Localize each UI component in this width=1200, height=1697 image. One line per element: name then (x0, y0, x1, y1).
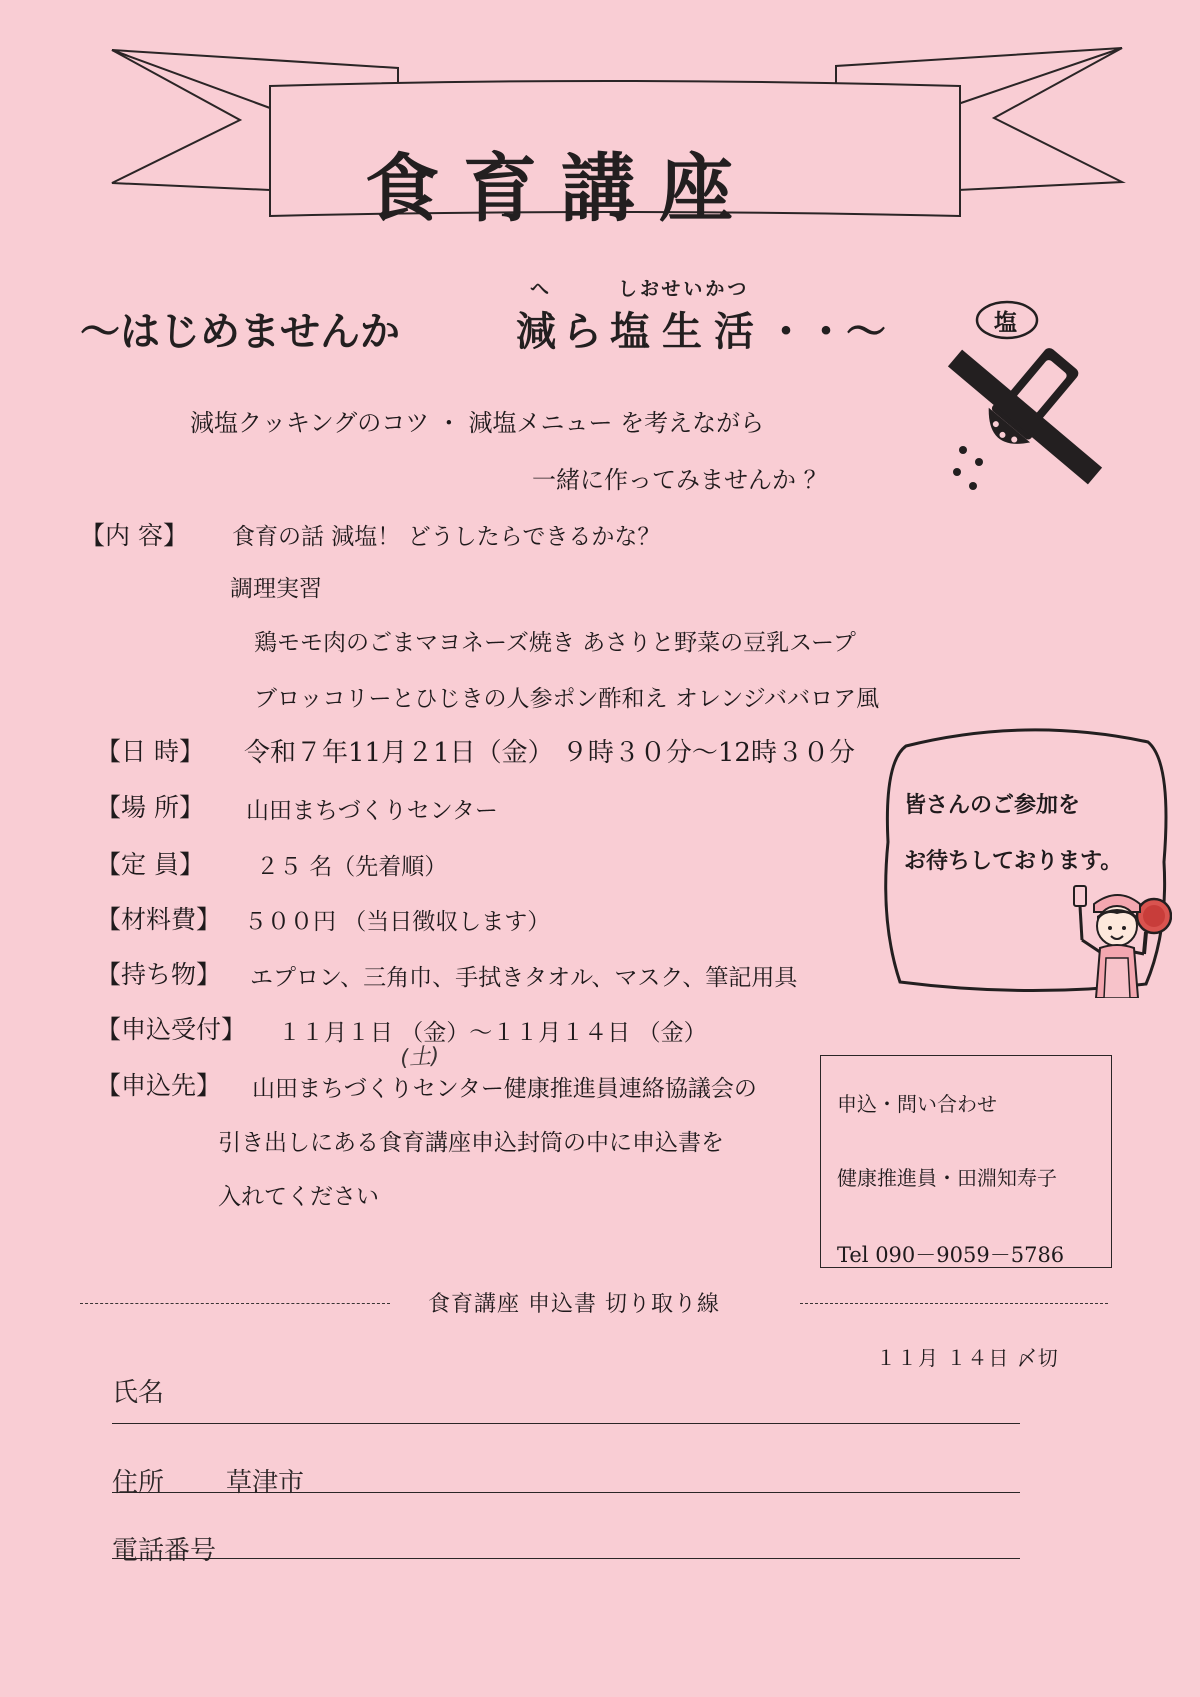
page-title: 食育講座 (365, 146, 757, 232)
apply-to-line-3: 入れてください (218, 1184, 379, 1210)
contact-heading: 申込・問い合わせ (837, 1092, 997, 1116)
name-field-line[interactable] (112, 1423, 1020, 1424)
content-label: 【内 容】 (80, 521, 188, 550)
handwritten-correction: (土) (399, 1043, 441, 1072)
fee-value: ５００円 （当日徴収します） (244, 909, 551, 935)
no-salt-icon (945, 300, 1115, 500)
place-value: 山田まちづくりセンター (246, 798, 498, 824)
subtitle-lead: ～はじめませんか (80, 309, 400, 355)
content-value: 食育の話 減塩！ どうしたらできるかな？ (232, 524, 661, 550)
reception-value: １１月１日 （金）～１１月１４日 （金） (278, 1020, 707, 1046)
datetime-label: 【日 時】 (96, 737, 204, 766)
cut-line-right (800, 1303, 1108, 1304)
intro-line-2: 一緒に作ってみませんか ？ (532, 466, 828, 494)
subtitle-char-5: 活 (714, 309, 754, 355)
place-label: 【場 所】 (96, 793, 204, 822)
callout-line-2: お待ちしております。 (904, 849, 1123, 874)
name-label: 氏名 (112, 1378, 165, 1408)
bring-label: 【持ち物】 (96, 960, 222, 989)
reception-label: 【申込受付】 (96, 1015, 247, 1044)
apply-to-line-1: 山田まちづくりセンター健康推進員連絡協議会の (252, 1076, 757, 1102)
contact-tel: Tel 090－9059－5786 (837, 1243, 1065, 1267)
datetime-value: 令和７年11月２1日（金） ９時３０分～12時３０分 (244, 738, 855, 768)
address-label: 住所 (112, 1468, 165, 1498)
intro-line-1: 減塩クッキングのコツ ・ 減塩メニュー を考えながら (190, 409, 765, 437)
callout-line-1: 皆さんのご参加を (904, 793, 1081, 818)
fee-label: 【材料費】 (96, 905, 222, 934)
phone-label: 電話番号 (112, 1536, 217, 1566)
cut-line-left (80, 1303, 390, 1304)
subtitle-ruby-shioseikatsu: しおせいかつ (618, 278, 750, 300)
apply-to-label: 【申込先】 (96, 1071, 222, 1100)
contact-box (820, 1055, 1112, 1268)
bring-value: エプロン、三角巾、手拭きタオル、マスク、筆記用具 (250, 965, 798, 991)
cut-line-text: 食育講座 申込書 切り取り線 (428, 1292, 720, 1317)
deadline: １１月 １４日 〆切 (876, 1346, 1059, 1370)
subtitle-tail: ・・～ (766, 309, 886, 355)
subtitle-char-4: 生 (662, 309, 702, 355)
apply-to-line-2: 引き出しにある食育講座申込封筒の中に申込書を (218, 1130, 724, 1156)
address-value: 草津市 (226, 1468, 305, 1498)
subtitle-char-2: ら (562, 309, 602, 355)
phone-field-line[interactable] (112, 1558, 1020, 1559)
capacity-label: 【定 員】 (96, 850, 204, 879)
subtitle-char-1: 減 (516, 309, 556, 355)
menu-line-1: 鶏モモ肉のごまマヨネーズ焼き あさりと野菜の豆乳スープ (254, 630, 856, 656)
subtitle-ruby-he: へ (530, 278, 550, 300)
menu-line-2: ブロッコリーとひじきの人参ポン酢和え オレンジババロア風 (254, 686, 880, 712)
subtitle-char-3: 塩 (610, 309, 650, 355)
address-field-line[interactable] (112, 1492, 1020, 1493)
cook-illustration (1066, 882, 1172, 998)
contact-person: 健康推進員・田淵知寿子 (837, 1166, 1057, 1190)
salt-icon-label: 塩 (994, 310, 1017, 336)
capacity-value: ２５ 名（先着順） (256, 854, 448, 880)
cooking-heading: 調理実習 (230, 576, 322, 602)
